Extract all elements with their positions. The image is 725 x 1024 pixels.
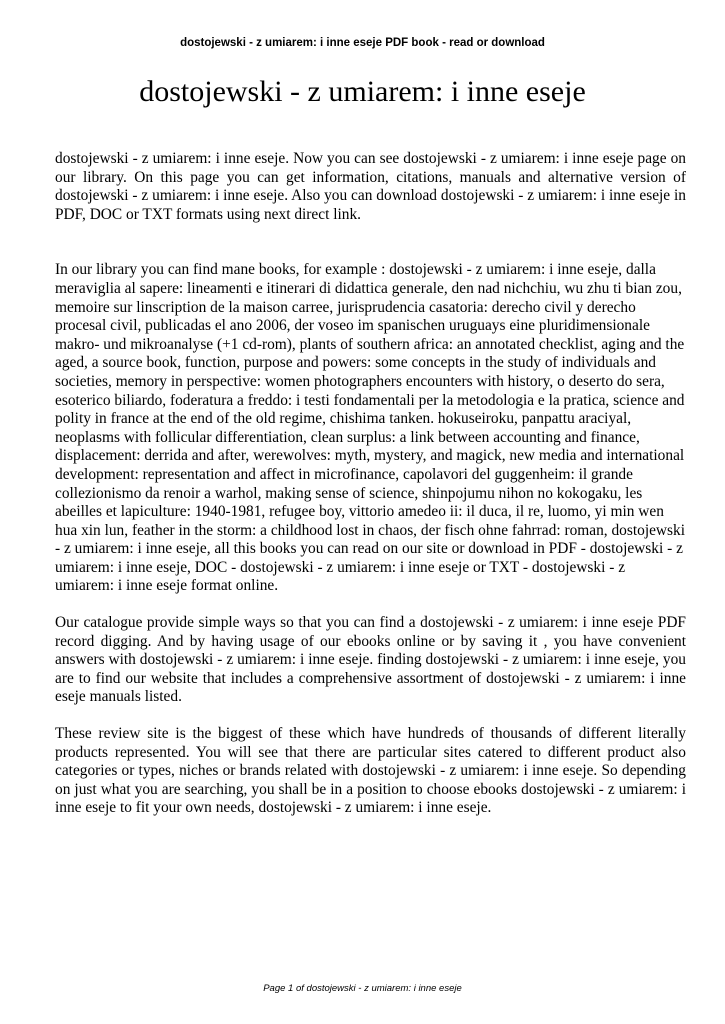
- page-footer: Page 1 of dostojewski - z umiarem: i inne eseje: [263, 983, 462, 994]
- paragraph-library-books: In our library you can find mane books, for example : dostojewski - z umiarem: i inne eseje, dalla meraviglia al sapere: lineamenti e itinerari di didattica generale, den nad nichchiu, wu zhu ti bian zou, memoire sur linscription de la maison carree, jurisprudencia casatoria: derecho civil y derecho procesal civil, publicadas el ano 2006, der voseo im spanischen uruguays eine pluridimensionale makro- und mikroanalyse (+1 cd-rom), plants of southern africa: an annotated checklist, aging and the aged, a source book, function, purpose and powers: some concepts in the study of individuals and societies, memory in perspective: women photographers encounters with history, o deserto do sera, esoterico biliardo, foderatura a freddo: i testi fondamentali per la metodologia e la pratica, science and polity in france at the end of the old regime, chishima tanken. hokuseiroku, panpattu araciyal, neoplasms with follicular differentiation, clean surplus: a link between accounting and finance, displacement: derrida and after, werewolves: myth, mystery, and magick, new media and international development: representation and affect in microfinance, capolavori del guggenheim: il grande collezionismo da renoir a warhol, making sense of science, shinpojumu nihon no kokogaku, les abeilles et lapiculture: 1940-1981, refugee boy, vittorio amedeo ii: il duca, il re, luomo, yi min wen hua xin lun, feather in the storm: a childhood lost in chaos, der fisch ohne fahrrad: roman, dostojewski - z umiarem: i inne eseje, all this books you can read on our site or download in PDF - dostojewski - z umiarem: i inne eseje, DOC - dostojewski - z umiarem: i inne eseje or TXT - dostojewski - z umiarem: i inne eseje format online.: [55, 261, 686, 595]
- running-header: dostojewski - z umiarem: i inne eseje PDF book - read or download: [180, 37, 545, 49]
- paragraph-catalogue: Our catalogue provide simple ways so that you can find a dostojewski - z umiarem: i inne eseje PDF record digging. And by having usage of our ebooks online or by saving it , you have convenient answers with dostojewski - z umiarem: i inne eseje. finding dostojewski - z umiarem: i inne eseje, you are to find our website that includes a comprehensive assortment of dostojewski - z umiarem: i inne eseje manuals listed.: [55, 614, 686, 706]
- paragraph-review-site: These review site is the biggest of these which have hundreds of thousands of different literally products represented. You will see that there are particular sites catered to different product also categories or types, niches or brands related with dostojewski - z umiarem: i inne eseje. So depending on just what you are searching, you shall be in a position to choose ebooks dostojewski - z umiarem: i inne eseje to fit your own needs, dostojewski - z umiarem: i inne eseje.: [55, 725, 686, 817]
- document-title: dostojewski - z umiarem: i inne eseje: [139, 75, 586, 108]
- document-body: [55, 150, 686, 818]
- paragraph-intro: dostojewski - z umiarem: i inne eseje. Now you can see dostojewski - z umiarem: i inne eseje page on our library. On this page you can get information, citations, manuals and alternative version of dostojewski - z umiarem: i inne eseje. Also you can download dostojewski - z umiarem: i inne eseje in PDF, DOC or TXT formats using next direct link.: [55, 150, 686, 223]
